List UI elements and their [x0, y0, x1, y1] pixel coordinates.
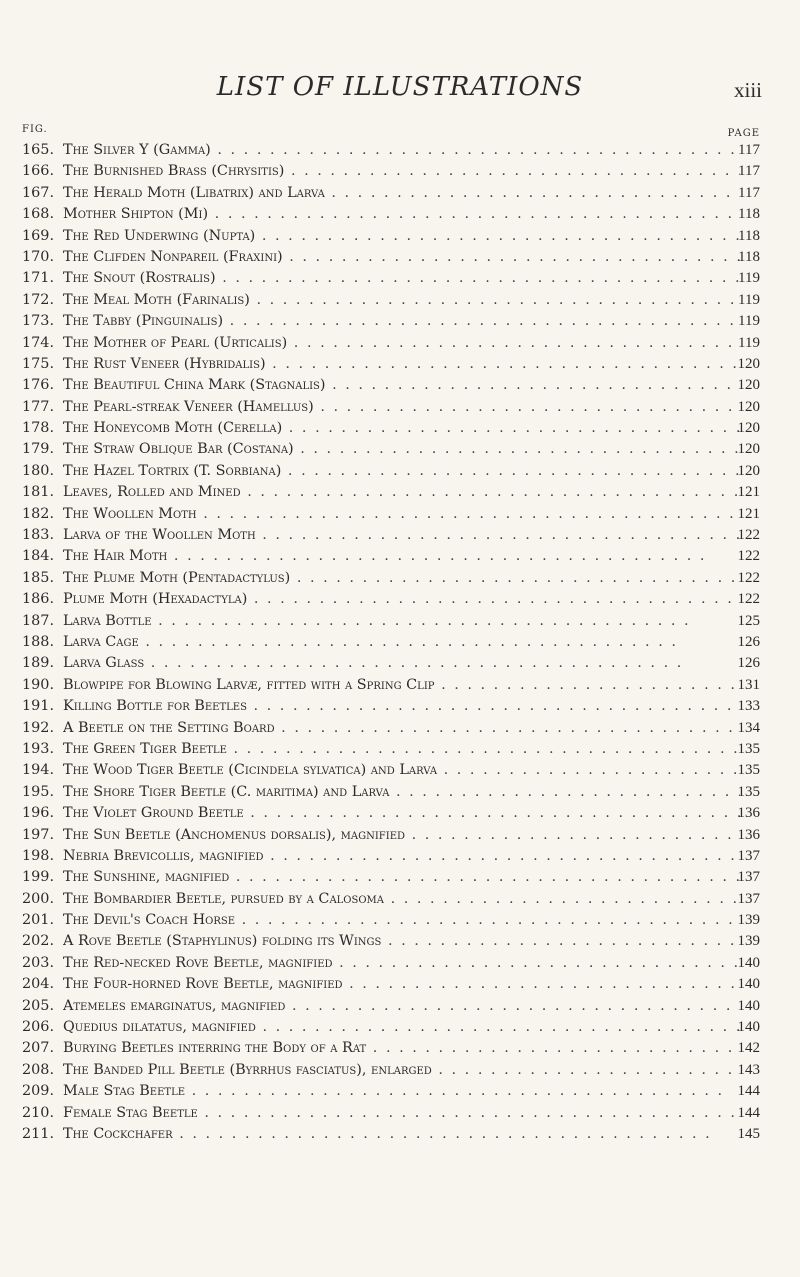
- page-reference: 118: [738, 248, 760, 265]
- figure-number: 180.: [22, 462, 55, 479]
- figure-number: 198.: [22, 847, 55, 864]
- illustration-title: The Straw Oblique Bar (Costana) . .: [63, 439, 740, 460]
- list-item: [0, 461, 800, 482]
- figure-number: 173.: [22, 313, 55, 330]
- list-item: [0, 996, 800, 1017]
- list-item: [0, 867, 800, 888]
- list-item: [0, 803, 800, 824]
- figure-number: 202.: [22, 933, 55, 950]
- figure-number: 170.: [22, 248, 55, 265]
- list-item: [0, 846, 800, 867]
- illustration-title: The Meal Moth (Farinalis) . .: [63, 290, 740, 311]
- illustration-title: Larva Glass . .: [63, 653, 740, 674]
- illustration-title: The Sun Beetle (Anchomenus dorsalis), magnified . .: [63, 825, 740, 846]
- page-reference: 142: [737, 1040, 760, 1057]
- list-item: [0, 632, 800, 653]
- figure-number: 201.: [22, 912, 55, 929]
- figure-number: 176.: [22, 377, 55, 394]
- figure-number: 166.: [22, 163, 55, 180]
- illustration-title: The Violet Ground Beetle . .: [63, 803, 740, 824]
- list-item: [0, 782, 800, 803]
- fig-column-head: FIG.: [22, 124, 48, 135]
- illustration-list: [0, 140, 800, 1145]
- list-item: [0, 739, 800, 760]
- page-reference: 120: [737, 462, 760, 479]
- page-reference: 119: [738, 291, 760, 308]
- illustration-title: Killing Bottle for Beetles . .: [63, 696, 740, 717]
- page-reference: 121: [737, 484, 760, 501]
- figure-number: 172.: [22, 291, 55, 308]
- figure-number: 183.: [22, 527, 55, 544]
- list-item: [0, 204, 800, 225]
- page-reference: 122: [737, 591, 760, 608]
- illustration-title: Male Stag Beetle . .: [63, 1081, 740, 1102]
- figure-number: 210.: [22, 1104, 55, 1121]
- page-reference: 126: [737, 633, 760, 650]
- figure-number: 204.: [22, 976, 55, 993]
- figure-number: 194.: [22, 762, 55, 779]
- figure-number: 200.: [22, 890, 55, 907]
- illustration-title: The Banded Pill Beetle (Byrrhus fasciatus), enlarged . .: [63, 1060, 740, 1081]
- list-item: [0, 290, 800, 311]
- figure-number: 207.: [22, 1040, 55, 1057]
- figure-number: 190.: [22, 676, 55, 693]
- illustration-title: The Clifden Nonpareil (Fraxini) . .: [63, 247, 740, 268]
- page-reference: 122: [737, 548, 760, 565]
- figure-number: 181.: [22, 484, 55, 501]
- list-item: [0, 889, 800, 910]
- list-item: [0, 375, 800, 396]
- page-reference: 118: [738, 227, 760, 244]
- illustration-title: Plume Moth (Hexadactyla) . .: [63, 589, 740, 610]
- illustration-title: Larva Cage . .: [63, 632, 740, 653]
- page-reference: 139: [737, 933, 760, 950]
- page-reference: 140: [737, 954, 760, 971]
- illustration-title: The Woollen Moth . .: [63, 504, 740, 525]
- page-reference: 119: [738, 313, 760, 330]
- figure-number: 168.: [22, 206, 55, 223]
- figure-number: 174.: [22, 334, 55, 351]
- page-reference: 133: [737, 698, 760, 715]
- page-column-head: PAGE: [727, 128, 760, 139]
- illustration-title: The Beautiful China Mark (Stagnalis) . .: [63, 375, 740, 396]
- illustration-title: Quedius dilatatus, magnified . .: [63, 1017, 740, 1038]
- illustration-title: The Bombardier Beetle, pursued by a Calosoma . .: [63, 889, 740, 910]
- illustration-title: The Hair Moth . .: [63, 546, 740, 567]
- illustration-title: The Honeycomb Moth (Cerella) . .: [63, 418, 740, 439]
- list-item: [0, 333, 800, 354]
- illustration-title: The Green Tiger Beetle . .: [63, 739, 740, 760]
- list-item: [0, 1124, 800, 1145]
- page-reference: 120: [737, 377, 760, 394]
- figure-number: 167.: [22, 184, 55, 201]
- illustration-title: A Beetle on the Setting Board . .: [63, 718, 740, 739]
- page-reference: 122: [737, 527, 760, 544]
- illustration-title: The Red-necked Rove Beetle, magnified . .: [63, 953, 740, 974]
- figure-number: 206.: [22, 1019, 55, 1036]
- figure-number: 165.: [22, 142, 55, 158]
- illustration-title: Burying Beetles interring the Body of a Rat . .: [63, 1038, 740, 1059]
- figure-number: 193.: [22, 740, 55, 757]
- page-reference: 144: [737, 1083, 760, 1100]
- figure-number: 203.: [22, 954, 55, 971]
- illustration-title: Mother Shipton (Mi) . .: [63, 204, 740, 225]
- list-item: [0, 1103, 800, 1124]
- page-reference: 135: [737, 762, 760, 779]
- figure-number: 208.: [22, 1061, 55, 1078]
- list-item: [0, 482, 800, 503]
- illustration-title: Leaves, Rolled and Mined . .: [63, 482, 740, 503]
- figure-number: 192.: [22, 719, 55, 736]
- page-reference: 117: [738, 163, 760, 180]
- page-reference: 135: [737, 740, 760, 757]
- figure-number: 184.: [22, 548, 55, 565]
- page-reference: 145: [737, 1125, 760, 1142]
- list-item: [0, 546, 800, 567]
- illustration-title: The Tabby (Pinguinalis) . .: [63, 311, 740, 332]
- figure-number: 177.: [22, 398, 55, 415]
- figure-number: 205.: [22, 997, 55, 1014]
- page-header: [0, 72, 800, 112]
- figure-number: 189.: [22, 655, 55, 672]
- illustration-title: Larva Bottle . .: [63, 611, 740, 632]
- page-reference: 126: [737, 655, 760, 672]
- list-item: [0, 696, 800, 717]
- page-reference: 137: [737, 869, 760, 886]
- figure-number: 179.: [22, 441, 55, 458]
- illustration-title: The Mother of Pearl (Urticalis) . .: [63, 333, 740, 354]
- page-reference: 140: [737, 997, 760, 1014]
- illustration-title: Larva of the Woollen Moth . .: [63, 525, 740, 546]
- page-reference: 134: [737, 719, 760, 736]
- list-item: [0, 653, 800, 674]
- illustration-title: Atemeles emarginatus, magnified . .: [63, 996, 740, 1017]
- list-item: [0, 611, 800, 632]
- illustration-title: Female Stag Beetle . .: [63, 1103, 740, 1124]
- page-reference: 121: [737, 505, 760, 522]
- illustration-title: The Shore Tiger Beetle (C. maritima) and Larva . .: [63, 782, 740, 803]
- page-reference: 136: [737, 805, 760, 822]
- illustration-title: The Red Underwing (Nupta) . .: [63, 226, 740, 247]
- illustration-title: The Wood Tiger Beetle (Cicindela sylvatica) and Larva . .: [63, 760, 740, 781]
- page-reference: 136: [737, 826, 760, 843]
- list-item: [0, 311, 800, 332]
- figure-number: 178.: [22, 420, 55, 437]
- figure-number: 169.: [22, 227, 55, 244]
- list-item: [0, 1081, 800, 1102]
- figure-number: 175.: [22, 355, 55, 372]
- figure-number: 186.: [22, 591, 55, 608]
- figure-number: 191.: [22, 698, 55, 715]
- illustration-title: The Plume Moth (Pentadactylus) . .: [63, 568, 740, 589]
- page-reference: 120: [737, 398, 760, 415]
- list-item: [0, 974, 800, 995]
- list-item: [0, 931, 800, 952]
- figure-number: 196.: [22, 805, 55, 822]
- list-item: [0, 1060, 800, 1081]
- page-reference: 144: [737, 1104, 760, 1121]
- list-item: [0, 1017, 800, 1038]
- list-item: [0, 953, 800, 974]
- list-item: [0, 504, 800, 525]
- page-reference: 137: [737, 890, 760, 907]
- figure-number: 211.: [22, 1125, 55, 1142]
- list-item: [0, 589, 800, 610]
- illustration-title: The Pearl-streak Veneer (Hamellus) . .: [63, 397, 740, 418]
- figure-number: 195.: [22, 783, 55, 800]
- illustration-title: The Sunshine, magnified . .: [63, 867, 740, 888]
- page-reference: 143: [737, 1061, 760, 1078]
- page-reference: 137: [737, 847, 760, 864]
- page-reference: 117: [738, 142, 760, 158]
- list-item: [0, 525, 800, 546]
- list-item: [0, 268, 800, 289]
- list-item: [0, 140, 800, 161]
- list-item: [0, 247, 800, 268]
- illustration-title: The Devil's Coach Horse . .: [63, 910, 740, 931]
- list-item: [0, 675, 800, 696]
- page-reference: 119: [738, 270, 760, 287]
- illustration-title: The Hazel Tortrix (T. Sorbiana) . .: [63, 461, 740, 482]
- illustration-title: The Four-horned Rove Beetle, magnified . .: [63, 974, 740, 995]
- page-reference: 120: [737, 441, 760, 458]
- figure-number: 187.: [22, 612, 55, 629]
- list-item: [0, 183, 800, 204]
- list-item: [0, 1038, 800, 1059]
- list-item: [0, 760, 800, 781]
- figure-number: 185.: [22, 569, 55, 586]
- list-item: [0, 354, 800, 375]
- page-reference: 139: [737, 912, 760, 929]
- figure-number: 209.: [22, 1083, 55, 1100]
- list-item: [0, 568, 800, 589]
- list-item: [0, 418, 800, 439]
- illustration-title: The Cockchafer . .: [63, 1124, 740, 1145]
- illustration-title: Blowpipe for Blowing Larvæ, fitted with a Spring Clip . .: [63, 675, 740, 696]
- page-reference: 120: [737, 355, 760, 372]
- running-title: LIST OF ILLUSTRATIONS: [216, 72, 584, 102]
- illustration-title: The Silver Y (Gamma) . .: [63, 140, 740, 161]
- page-reference: 125: [737, 612, 760, 629]
- figure-number: 197.: [22, 826, 55, 843]
- illustration-title: The Herald Moth (Libatrix) and Larva . .: [63, 183, 740, 204]
- list-item: [0, 910, 800, 931]
- figure-number: 188.: [22, 633, 55, 650]
- illustration-title: A Rove Beetle (Staphylinus) folding its Wings . .: [63, 931, 740, 952]
- page-reference: 119: [738, 334, 760, 351]
- list-item: [0, 825, 800, 846]
- list-item: [0, 161, 800, 182]
- figure-number: 182.: [22, 505, 55, 522]
- page-reference: 118: [738, 206, 760, 223]
- figure-number: 199.: [22, 869, 55, 886]
- illustration-title: Nebria Brevicollis, magnified . .: [63, 846, 740, 867]
- illustration-title: The Burnished Brass (Chrysitis) . .: [63, 161, 740, 182]
- page-reference: 135: [737, 783, 760, 800]
- figure-number: 171.: [22, 270, 55, 287]
- page-reference: 131: [737, 676, 760, 693]
- page-reference: 122: [737, 569, 760, 586]
- illustration-title: The Rust Veneer (Hybridalis) . .: [63, 354, 740, 375]
- page-reference: 140: [737, 1019, 760, 1036]
- page-reference: 140: [737, 976, 760, 993]
- list-item: [0, 226, 800, 247]
- illustration-title: The Snout (Rostralis) . .: [63, 268, 740, 289]
- page-reference: 117: [738, 184, 760, 201]
- list-item: [0, 397, 800, 418]
- list-item: [0, 718, 800, 739]
- list-item: [0, 439, 800, 460]
- page-number: xiii: [733, 78, 762, 102]
- page-reference: 120: [737, 420, 760, 437]
